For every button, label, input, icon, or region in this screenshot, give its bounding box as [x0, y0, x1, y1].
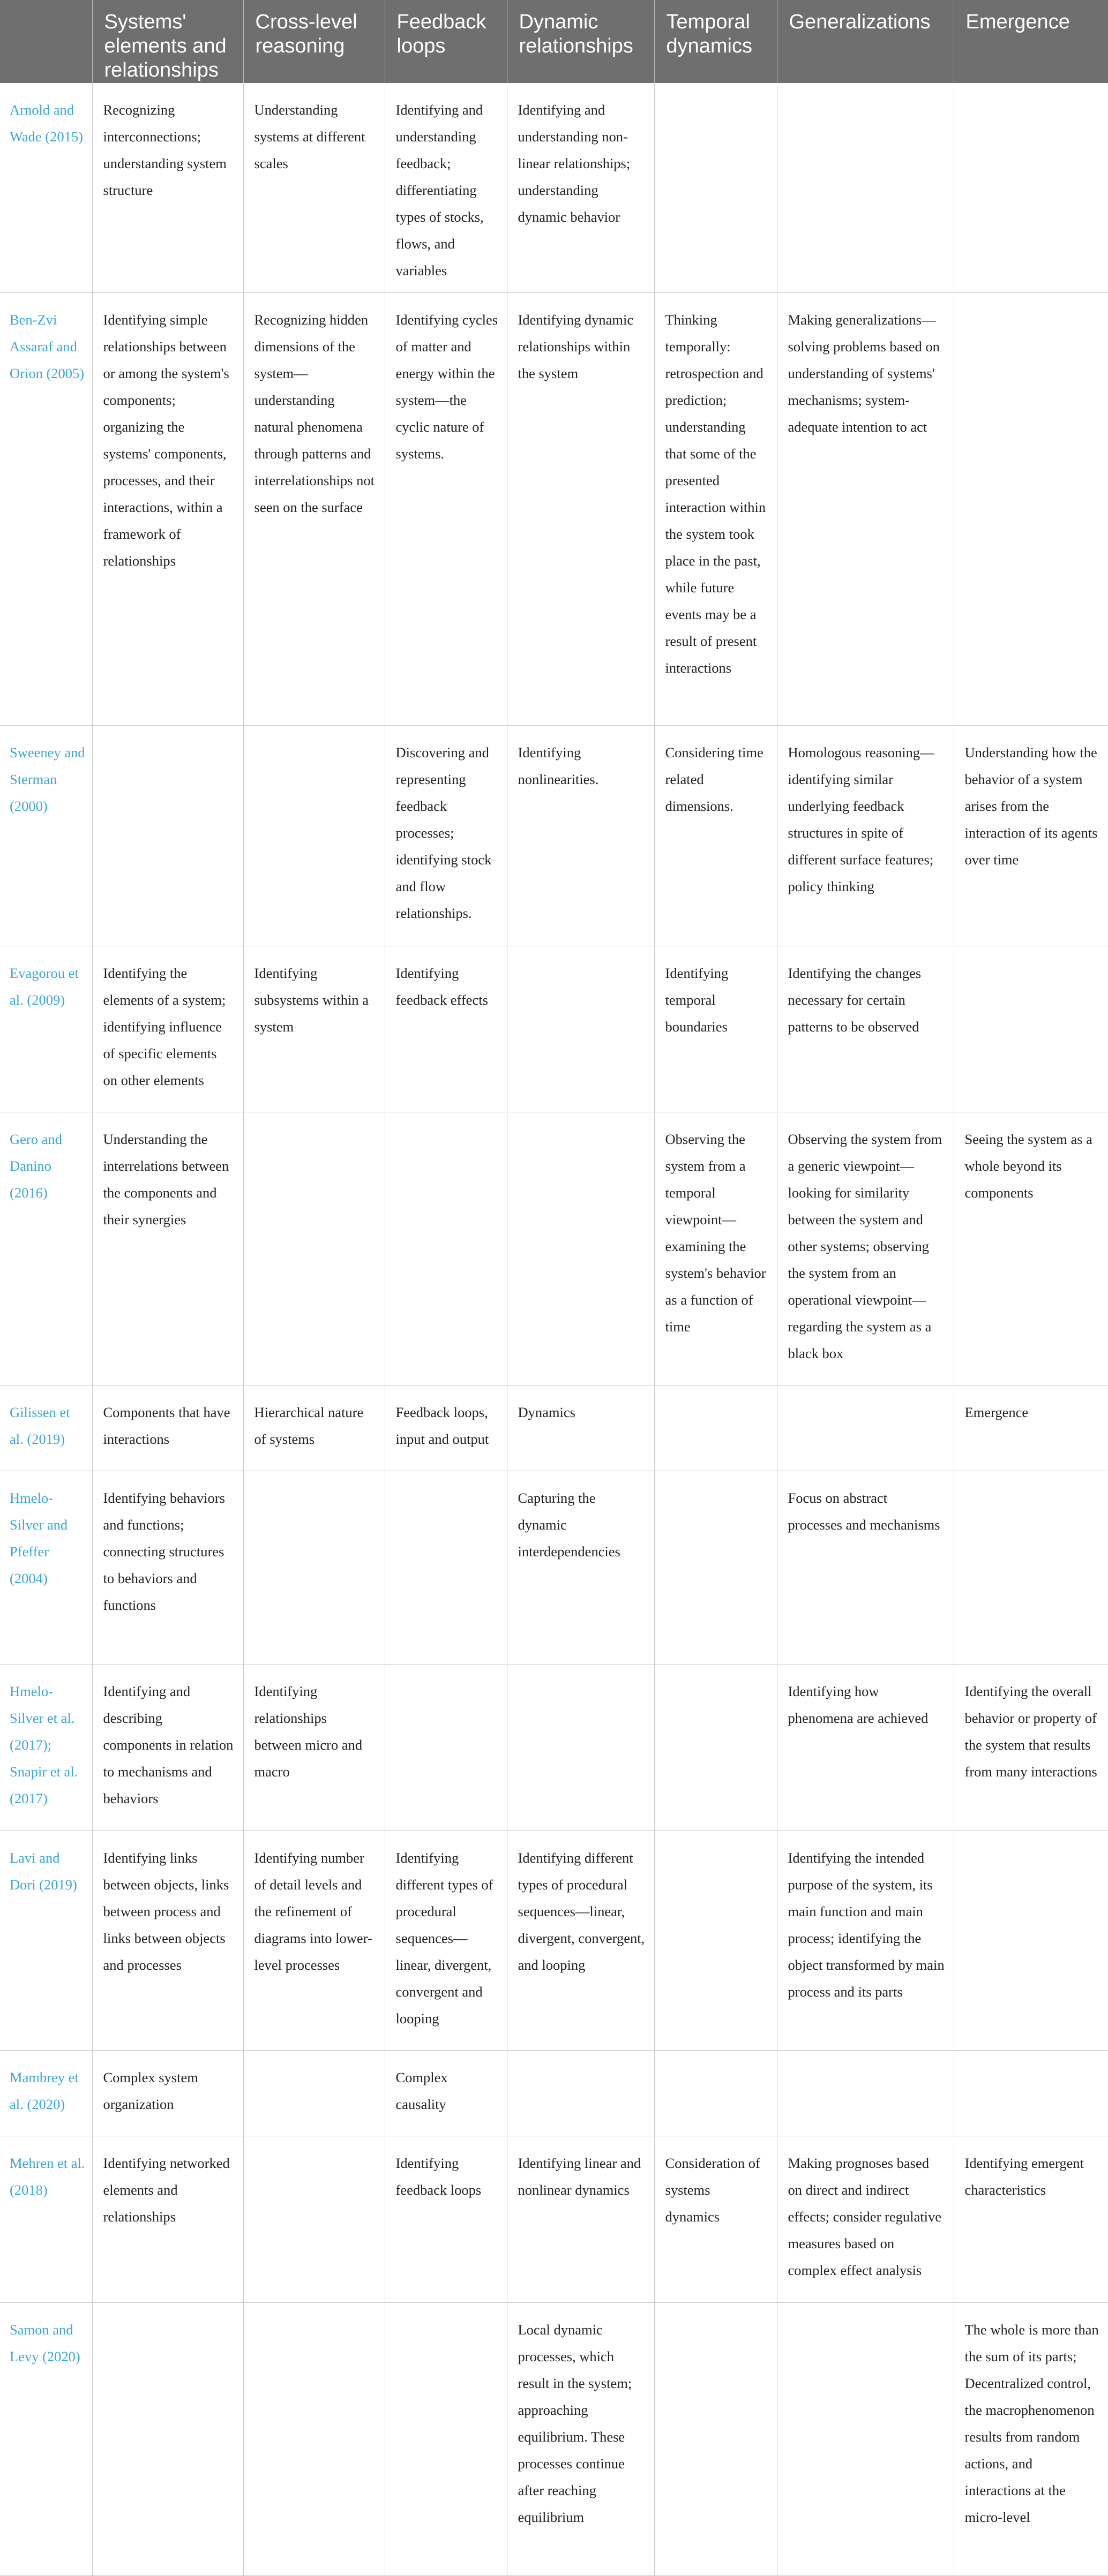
table-cell	[507, 946, 654, 1112]
table-cell	[507, 1112, 654, 1385]
table-cell: Identifying and understanding feedback; differentiating types of stocks, flows, and variables	[385, 83, 507, 293]
table-cell: Identifying different types of procedural sequences—linear, divergent, convergent and looping	[385, 1831, 507, 2051]
table-cell: Observing the system from a temporal viewpoint—examining the system's behavior as a function of time	[654, 1112, 777, 1385]
reference-link[interactable]: Samon and Levy (2020)	[0, 2303, 92, 2576]
table-cell	[654, 83, 777, 293]
table-cell: Identifying feedback effects	[385, 946, 507, 1112]
table-cell	[654, 1831, 777, 2051]
table-cell: Focus on abstract processes and mechanisms	[777, 1471, 954, 1664]
table-cell: Identifying the changes necessary for certain patterns to be observed	[777, 946, 954, 1112]
table-cell: Identifying the overall behavior or property of the system that results from many interactions	[954, 1664, 1108, 1831]
table-cell: Identifying feedback loops	[385, 2136, 507, 2303]
table-cell: Identifying different types of procedural sequences—linear, divergent, convergent, and looping	[507, 1831, 654, 2051]
table-cell	[92, 2303, 243, 2576]
table-cell: Consideration of systems dynamics	[654, 2136, 777, 2303]
reference-link[interactable]: Lavi and Dori (2019)	[0, 1831, 92, 2051]
table-cell: The whole is more than the sum of its parts; Decentralized control, the macrophenomenon results from random actions, and interactions at the micro-level	[954, 2303, 1108, 2576]
table-cell	[385, 1664, 507, 1831]
table-cell: Identifying emergent characteristics	[954, 2136, 1108, 2303]
table-cell: Identifying subsystems within a system	[243, 946, 385, 1112]
table-cell	[777, 83, 954, 293]
header-temporal-dynamics: Temporal dynamics	[654, 0, 777, 83]
table-row	[0, 1664, 1108, 1831]
table-cell: Complex causality	[385, 2051, 507, 2136]
table-cell: Discovering and representing feedback processes; identifying stock and flow relationships.	[385, 726, 507, 946]
header-row	[0, 0, 1108, 83]
table-cell	[654, 2051, 777, 2136]
table-cell	[92, 726, 243, 946]
table-cell: Making prognoses based on direct and indirect effects; consider regulative measures based on complex effect analysis	[777, 2136, 954, 2303]
table-cell	[954, 2051, 1108, 2136]
table-row	[0, 293, 1108, 726]
reference-link[interactable]: Gilissen et al. (2019)	[0, 1385, 92, 1471]
table-cell: Recognizing hidden dimensions of the system—understanding natural phenomena through patterns and interrelationships not seen on the surface	[243, 293, 385, 726]
header-elements-relationships: Systems' elements and relationships	[92, 0, 243, 83]
reference-link[interactable]: Sweeney and Sterman (2000)	[0, 726, 92, 946]
table-row	[0, 1112, 1108, 1385]
table-cell: Identifying temporal boundaries	[654, 946, 777, 1112]
reference-link[interactable]: Hmelo-Silver and Pfeffer (2004)	[0, 1471, 92, 1664]
table-cell: Identifying the elements of a system; identifying influence of specific elements on other elements	[92, 946, 243, 1112]
table-cell: Identifying cycles of matter and energy within the system—the cyclic nature of systems.	[385, 293, 507, 726]
table-cell	[243, 726, 385, 946]
table-cell	[954, 1471, 1108, 1664]
table-cell: Identifying and understanding non-linear relationships; understanding dynamic behavior	[507, 83, 654, 293]
table-cell: Identifying how phenomena are achieved	[777, 1664, 954, 1831]
table-cell: Hierarchical nature of systems	[243, 1385, 385, 1471]
reference-link[interactable]: Evagorou et al. (2009)	[0, 946, 92, 1112]
table-cell: Seeing the system as a whole beyond its components	[954, 1112, 1108, 1385]
table-cell	[243, 1112, 385, 1385]
table-cell	[507, 1664, 654, 1831]
table-cell: Understanding systems at different scales	[243, 83, 385, 293]
table-cell	[954, 83, 1108, 293]
header-feedback-loops: Feedback loops	[385, 0, 507, 83]
reference-link[interactable]: Hmelo-Silver et al. (2017); Snapir et al. (2017)	[0, 1664, 92, 1831]
table-cell: Recognizing interconnections; understanding system structure	[92, 83, 243, 293]
reference-link[interactable]: Mambrey et al. (2020)	[0, 2051, 92, 2136]
table-cell: Identifying behaviors and functions; connecting structures to behaviors and functions	[92, 1471, 243, 1664]
table-cell: Identifying simple relationships between or among the system's components; organizing the systems' components, processes, and their interactions, within a framework of relationships	[92, 293, 243, 726]
table-cell	[654, 1385, 777, 1471]
table-cell	[507, 2051, 654, 2136]
table-cell: Identifying networked elements and relationships	[92, 2136, 243, 2303]
table-cell	[777, 2051, 954, 2136]
table-cell: Complex system organization	[92, 2051, 243, 2136]
table-row	[0, 2051, 1108, 2136]
table-cell: Identifying linear and nonlinear dynamics	[507, 2136, 654, 2303]
table-header	[0, 0, 1108, 83]
table-cell	[654, 2303, 777, 2576]
table-cell	[954, 946, 1108, 1112]
reference-link[interactable]: Mehren et al. (2018)	[0, 2136, 92, 2303]
table-cell	[385, 1112, 507, 1385]
table-cell	[243, 2136, 385, 2303]
header-generalizations: Generalizations	[777, 0, 954, 83]
table-cell: Capturing the dynamic interdependencies	[507, 1471, 654, 1664]
table-cell: Local dynamic processes, which result in the system; approaching equilibrium. These processes continue after reaching equilibrium	[507, 2303, 654, 2576]
table-cell	[243, 1471, 385, 1664]
table-row	[0, 726, 1108, 946]
table-row	[0, 2136, 1108, 2303]
table-cell: Observing the system from a generic viewpoint—looking for similarity between the system and other systems; observing the system from an operational viewpoint—regarding the system as a black box	[777, 1112, 954, 1385]
header-cross-level-reasoning: Cross-level reasoning	[243, 0, 385, 83]
table-row	[0, 2303, 1108, 2576]
table-cell: Components that have interactions	[92, 1385, 243, 1471]
reference-link[interactable]: Arnold and Wade (2015)	[0, 83, 92, 293]
table-cell	[777, 1385, 954, 1471]
header-dynamic-relationships: Dynamic relationships	[507, 0, 654, 83]
reference-link[interactable]: Ben-Zvi Assaraf and Orion (2005)	[0, 293, 92, 726]
table-cell	[385, 1471, 507, 1664]
table-cell: Identifying links between objects, links between process and links between objects and processes	[92, 1831, 243, 2051]
table-cell	[777, 2303, 954, 2576]
table-cell: Homologous reasoning—identifying similar underlying feedback structures in spite of different surface features; policy thinking	[777, 726, 954, 946]
header-reference	[0, 0, 92, 83]
header-emergence: Emergence	[954, 0, 1108, 83]
table-cell: Making generalizations—solving problems based on understanding of systems' mechanisms; system-adequate intention to act	[777, 293, 954, 726]
table-cell	[654, 1471, 777, 1664]
table-cell: Identifying relationships between micro and macro	[243, 1664, 385, 1831]
table-cell: Understanding how the behavior of a system arises from the interaction of its agents over time	[954, 726, 1108, 946]
table-row	[0, 1471, 1108, 1664]
table-row	[0, 1385, 1108, 1471]
table-cell: Identifying number of detail levels and the refinement of diagrams into lower-level processes	[243, 1831, 385, 2051]
table-row	[0, 946, 1108, 1112]
table-cell: Identifying dynamic relationships within the system	[507, 293, 654, 726]
table-cell	[954, 1831, 1108, 2051]
table-row	[0, 83, 1108, 293]
table-cell	[243, 2303, 385, 2576]
table-cell: Dynamics	[507, 1385, 654, 1471]
table-cell: Identifying the intended purpose of the system, its main function and main process; identifying the object transformed by main process and its parts	[777, 1831, 954, 2051]
table-cell	[243, 2051, 385, 2136]
table-cell	[385, 2303, 507, 2576]
table-cell	[654, 1664, 777, 1831]
table-cell: Identifying and describing components in relation to mechanisms and behaviors	[92, 1664, 243, 1831]
table-body	[0, 83, 1108, 2576]
table-cell: Understanding the interrelations between the components and their synergies	[92, 1112, 243, 1385]
table-cell: Feedback loops, input and output	[385, 1385, 507, 1471]
table-cell: Considering time related dimensions.	[654, 726, 777, 946]
table-row	[0, 1831, 1108, 2051]
table-cell	[954, 293, 1108, 726]
table-cell: Thinking temporally: retrospection and prediction; understanding that some of the presented interaction within the system took place in the past, while future events may be a result of present interactions	[654, 293, 777, 726]
table-cell: Identifying nonlinearities.	[507, 726, 654, 946]
table-cell: Emergence	[954, 1385, 1108, 1471]
reference-link[interactable]: Gero and Danino (2016)	[0, 1112, 92, 1385]
